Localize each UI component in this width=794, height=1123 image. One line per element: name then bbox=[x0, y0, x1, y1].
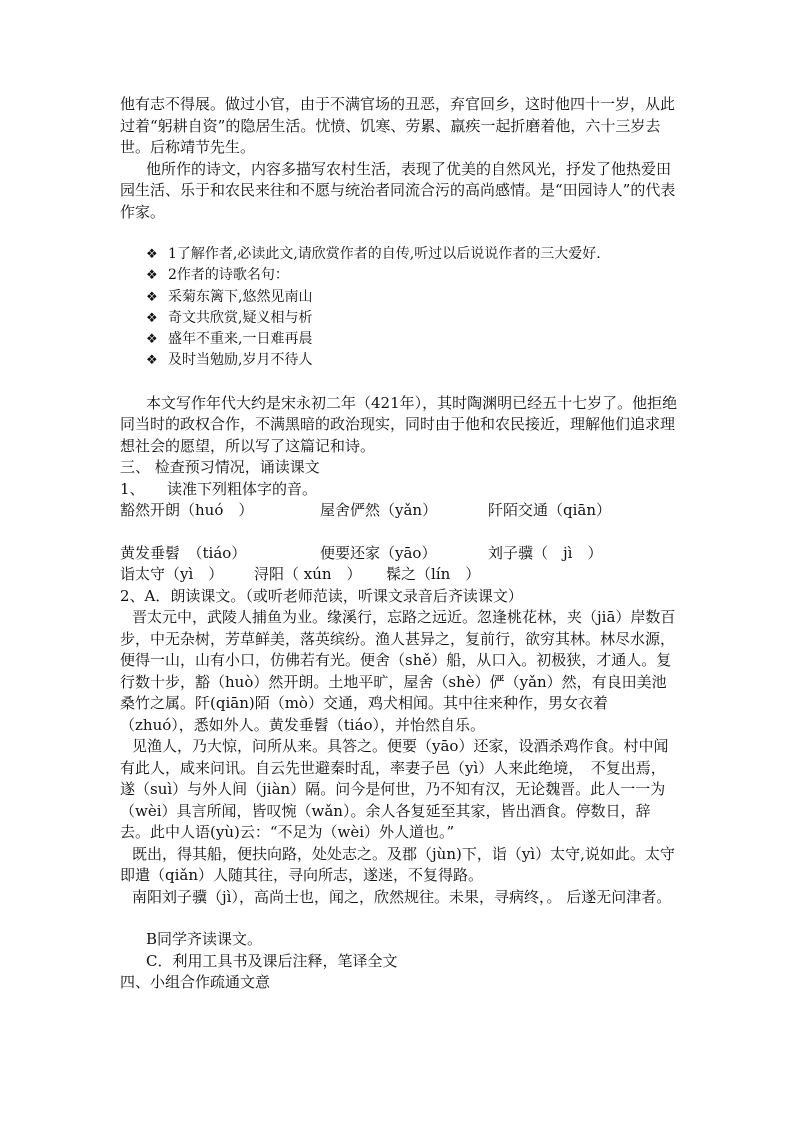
bullet-item bbox=[146, 350, 680, 371]
text-paragraph-3: 既出，得其船，便扶向路，处处志之。及郡（jùn)下，诣（yì）太守,说如此。太守即遣（qiǎn）人随其往，寻向所志，遂迷，不复得路。 bbox=[120, 844, 675, 885]
diamond-bullet-icon: ❖ bbox=[146, 332, 158, 348]
bullet-text: 奇文共欣赏,疑义相与析 bbox=[168, 309, 313, 326]
diamond-bullet-icon: ❖ bbox=[146, 310, 158, 326]
text-paragraph-1: 晋太元中，武陵人捕鱼为业。缘溪行，忘路之远近。忽逢桃花林，夹（jiā）岸数百步，中无杂树，芳草鲜美，落英缤纷。渔人甚异之，复前行，欲穷其林。林尽水源，便得一山，山有小口，仿佛若有光。便舍（shě）船，从口入。初极狭，才通人。复行数十步，豁（huò）然开朗。土地平旷，屋舍（shè）俨（yǎn）然，有良田美池桑竹之属。阡(qiān)陌（mò）交通，鸡犬相闻。其中往来种作，男女衣着（zhuó），悉如外人。黄发垂髫（tiáo），并怡然自乐。 bbox=[120, 608, 676, 734]
bullet-text: 2作者的诗歌名句： bbox=[168, 267, 289, 284]
diamond-bullet-icon: ❖ bbox=[146, 289, 158, 305]
section-3-item-2a: 2、A．朗读课文。（或听老师范读，听课文录音后齐读课文） bbox=[120, 586, 523, 605]
section-4-heading: 四、小组合作疏通文意 bbox=[120, 973, 271, 992]
spacer bbox=[120, 223, 680, 244]
section-3-item-1: 1、 读准下列粗体字的音。 bbox=[120, 479, 318, 498]
pronunciation-word: 黄发垂髫 （tiáo） bbox=[120, 543, 247, 562]
pronunciation-word: 便要还家（yāo） bbox=[320, 543, 437, 562]
bullet-item bbox=[146, 329, 680, 350]
bullet-text: 盛年不重来,一日难再晨 bbox=[168, 331, 313, 348]
text-paragraph-2: 见渔人，乃大惊，问所从来。具答之。便要（yāo）还家，设酒杀鸡作食。村中闻有此人，咸来问讯。自云先世避秦时乱，率妻子邑（yì）人来此绝境， 不复出焉，遂（suì）与外人间（jiàn）隔。问今是何世，乃不知有汉，无论魏晋。此人一一为 （wèi）具言所闻，皆叹惋（wǎn）。余人各复延至其家，皆出酒食。停数日，辞去。此中人语(yù)云：“不足为（wèi）外人道也。” bbox=[120, 737, 669, 842]
bullet-item bbox=[146, 287, 680, 308]
section-3-heading: 三、 检查预习情况，诵读课文 bbox=[120, 458, 320, 477]
bullet-list bbox=[120, 244, 680, 372]
pronunciation-word: 豁然开朗（huó ） bbox=[120, 501, 254, 520]
pronunciation-word: 刘子骥（ jì ） bbox=[488, 543, 603, 562]
spacer bbox=[120, 372, 680, 393]
section-3-item-2c: C．利用工具书及课后注释，笔译全文 bbox=[146, 951, 398, 970]
diamond-bullet-icon: ❖ bbox=[146, 353, 158, 369]
bullet-item bbox=[146, 244, 680, 265]
pronunciation-row bbox=[120, 500, 680, 522]
pronunciation-word: 髹之（lín ） bbox=[386, 565, 481, 584]
document-page bbox=[120, 94, 680, 994]
background-paragraph: 本文写作年代大约是宋永初二年（421年），其时陶渊明已经五十七岁了。他拒绝同当时的政权合作，不满黑暗的政治现实，同时由于他和农民接近，理解他们追求理想社会的愿望，所以写了这篇记和诗。 bbox=[120, 393, 678, 455]
section-3-item-2b: B同学齐读课文。 bbox=[146, 930, 263, 949]
diamond-bullet-icon: ❖ bbox=[146, 268, 158, 284]
bullet-item bbox=[146, 308, 680, 329]
bullet-item bbox=[146, 265, 680, 286]
pronunciation-row bbox=[120, 564, 680, 586]
pronunciation-row bbox=[120, 543, 680, 565]
pronunciation-word: 屋舍俨然（yǎn） bbox=[320, 501, 438, 520]
intro-paragraph-2: 他所作的诗文，内容多描写农村生活，表现了优美的自然风光，抒发了他热爱田园生活、乐于和农民来往和不愿与统治者同流合污的高尚感情。是“田园诗人”的代表作家。 bbox=[120, 159, 676, 221]
bullet-text: 1了解作者,必读此文,请欣赏作者的自传,听过以后说说作者的三大爱好. bbox=[168, 246, 601, 262]
pronunciation-word: 阡陌交通（qiān） bbox=[488, 501, 612, 520]
pronunciation-word: 诣太守（yì ） bbox=[120, 565, 224, 584]
intro-paragraph-1: 他有志不得展。做过小官，由于不满官场的丑恶，弃官回乡，这时他四十一岁，从此过着“躬耕自资”的隐居生活。忧愤、饥寒、劳累、羸疾一起折磨着他，六十三岁去世。后称靖节先生。 bbox=[120, 95, 676, 156]
text-paragraph-4: 南阳刘子骥（jì），高尚士也，闻之，欣然规往。未果，寻病终，。 后遂无问津者。 bbox=[132, 887, 672, 906]
bullet-text: 采菊东篱下,悠然见南山 bbox=[168, 288, 313, 305]
diamond-bullet-icon: ❖ bbox=[146, 247, 158, 262]
bullet-text: 及时当勉励,岁月不待人 bbox=[168, 352, 313, 369]
spacer bbox=[120, 522, 680, 543]
pronunciation-word: 浔阳（ xún ） bbox=[254, 565, 362, 584]
spacer bbox=[120, 908, 680, 929]
